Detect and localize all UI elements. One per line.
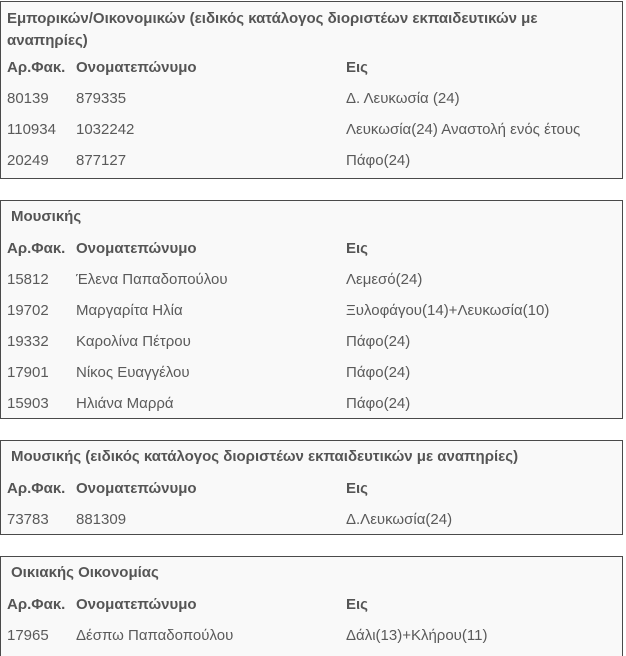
table-row — [1, 114, 622, 145]
table-row — [1, 264, 622, 295]
col-header-name: Ονοματεπώνυμο — [76, 480, 197, 497]
table-row — [1, 326, 622, 357]
file-no: 15903 — [7, 395, 49, 412]
table-row — [1, 388, 622, 419]
col-header-file-no: Αρ.Φακ. — [7, 240, 66, 257]
full-name: 881309 — [76, 511, 127, 528]
file-no: 110934 — [7, 121, 56, 138]
table-header-row — [1, 52, 622, 83]
placement: Δ.Λευκωσία(24) — [346, 511, 453, 528]
section-mousikis — [0, 200, 623, 419]
placement: Δ. Λευκωσία (24) — [346, 90, 460, 107]
full-name: Καρολίνα Πέτρου — [76, 333, 191, 350]
col-header-placement: Εις — [346, 480, 368, 497]
col-header-placement: Εις — [346, 596, 368, 613]
full-name: 879335 — [76, 90, 127, 107]
placement: Πάφο(24) — [346, 333, 411, 350]
file-no: 20249 — [7, 152, 49, 169]
table-row — [1, 83, 622, 114]
table-row — [1, 504, 622, 535]
full-name: Ηλιάνα Μαρρά — [76, 395, 174, 412]
col-header-name: Ονοματεπώνυμο — [76, 59, 197, 76]
section-title: Οικιακής Οικονομίας — [11, 564, 159, 581]
section-oikiakis-oikonomias — [0, 556, 623, 656]
section-title: Εμπορικών/Οικονομικών (ειδικός κατάλογος διοριστέων εκπαιδευτικών με αναπηρίες) — [7, 10, 538, 49]
file-no: 15812 — [7, 271, 49, 288]
table-header-row — [1, 589, 622, 620]
full-name: Έλενα Παπαδοπούλου — [76, 271, 228, 288]
assignment-table — [1, 473, 622, 535]
placement: Πάφο(24) — [346, 364, 411, 381]
col-header-name: Ονοματεπώνυμο — [76, 240, 197, 257]
file-no: 19702 — [7, 302, 49, 319]
file-no: 19332 — [7, 333, 49, 350]
assignment-table — [1, 589, 622, 651]
table-row — [1, 295, 622, 326]
placement: Λευκωσία(24) Αναστολή ενός έτους — [346, 121, 581, 138]
col-header-placement: Εις — [346, 240, 368, 257]
section-emporikon — [0, 1, 623, 179]
col-header-name: Ονοματεπώνυμο — [76, 596, 197, 613]
full-name: Δέσπω Παπαδοπούλου — [76, 627, 234, 644]
col-header-file-no: Αρ.Φακ. — [7, 59, 66, 76]
placement: Λεμεσό(24) — [346, 271, 423, 288]
placement: Δάλι(13)+Κλήρου(11) — [346, 627, 488, 644]
full-name: Νίκος Ευαγγέλου — [76, 364, 190, 381]
assignment-table — [1, 52, 622, 176]
full-name: 1032242 — [76, 121, 135, 138]
file-no: 80139 — [7, 90, 49, 107]
file-no: 17901 — [7, 364, 49, 381]
table-row — [1, 145, 622, 176]
file-no: 73783 — [7, 511, 49, 528]
placement: Πάφο(24) — [346, 395, 411, 412]
col-header-placement: Εις — [346, 59, 368, 76]
full-name: Μαργαρίτα Ηλία — [76, 302, 183, 319]
section-title: Μουσικής — [11, 208, 82, 225]
col-header-file-no: Αρ.Φακ. — [7, 596, 66, 613]
section-title: Μουσικής (ειδικός κατάλογος διοριστέων εκπαιδευτικών με αναπηρίες) — [11, 448, 519, 465]
full-name: 877127 — [76, 152, 127, 169]
placement: Πάφο(24) — [346, 152, 411, 169]
table-row — [1, 620, 622, 651]
file-no: 17965 — [7, 627, 49, 644]
table-header-row — [1, 233, 622, 264]
placement: Ξυλοφάγου(14)+Λευκωσία(10) — [346, 302, 550, 319]
assignment-table — [1, 233, 622, 419]
table-row — [1, 357, 622, 388]
table-header-row — [1, 473, 622, 504]
section-mousikis-eidikos — [0, 440, 623, 535]
col-header-file-no: Αρ.Φακ. — [7, 480, 66, 497]
